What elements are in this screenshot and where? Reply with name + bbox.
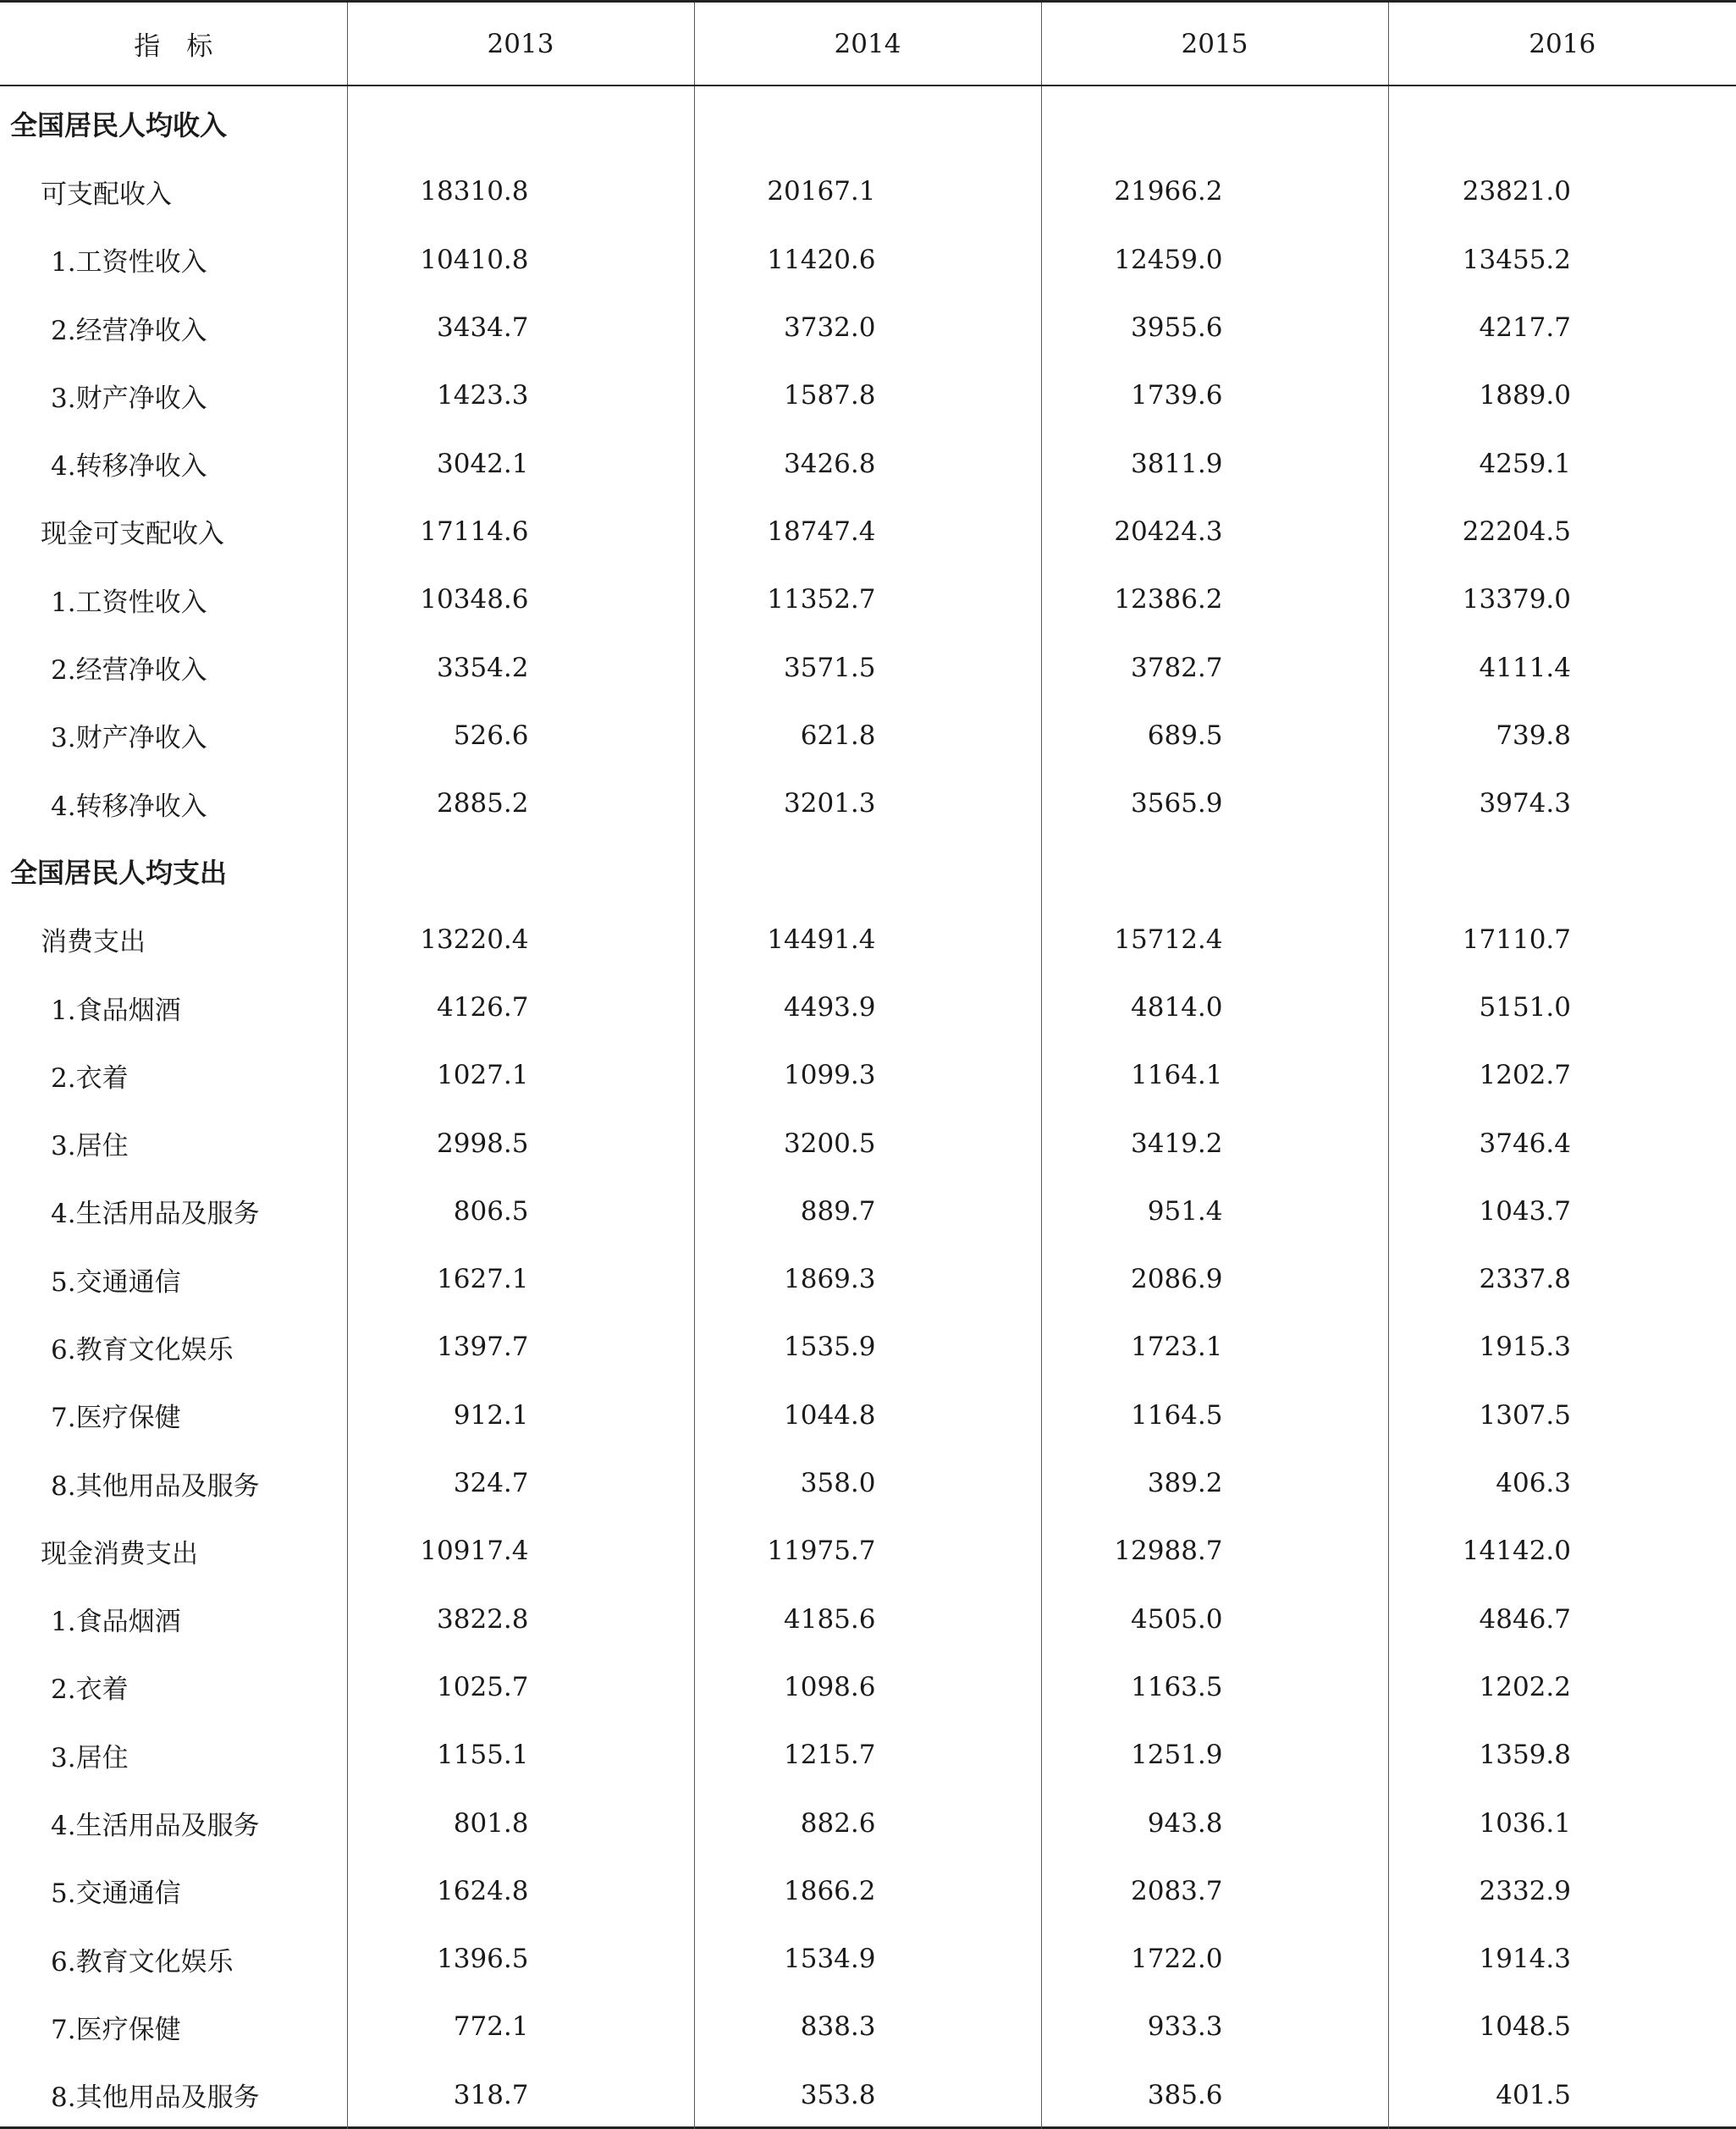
value-cell (1388, 85, 1736, 157)
value-cell: 1164.5 (1041, 1382, 1388, 1449)
value-cell: 1251.9 (1041, 1721, 1388, 1789)
value-cell: 1624.8 (347, 1857, 694, 1925)
value-cell (694, 837, 1041, 905)
value-cell: 933.3 (1041, 1993, 1388, 2060)
value-cell: 1048.5 (1479, 2011, 1571, 2043)
value-cell: 1163.5 (1041, 1653, 1388, 1721)
year-header: 2015 (1041, 3, 1388, 85)
value-cell: 1587.8 (694, 361, 1041, 429)
value-cell: 1397.7 (347, 1313, 694, 1381)
value-cell: 17110.7 (1462, 924, 1571, 955)
value-cell: 12988.7 (1041, 1517, 1388, 1585)
table-row (0, 769, 1736, 837)
value-cell: 1722.0 (1041, 1925, 1388, 1993)
table-row (0, 1925, 1736, 1993)
value-cell: 10917.4 (347, 1517, 694, 1585)
value-cell: 3434.7 (347, 294, 694, 361)
table-row (0, 1586, 1736, 1653)
value-cell: 12459.0 (1041, 226, 1388, 294)
table-row (0, 1041, 1736, 1109)
value-cell: 3565.9 (1041, 769, 1388, 837)
row-label: 4.转移净收入 (0, 769, 347, 837)
value-cell: 1869.3 (694, 1245, 1041, 1313)
value-cell: 3732.0 (694, 294, 1041, 361)
value-cell: 10410.8 (347, 226, 694, 294)
table-header-row (0, 3, 1736, 85)
value-cell: 3042.1 (347, 429, 694, 497)
value-cell: 2086.9 (1041, 1245, 1388, 1313)
row-label: 4.生活用品及服务 (0, 1789, 347, 1856)
value-cell: 1025.7 (347, 1653, 694, 1721)
row-label: 现金可支配收入 (0, 498, 347, 565)
table-row (0, 361, 1736, 429)
value-cell: 1396.5 (347, 1925, 694, 1993)
table-row (0, 1721, 1736, 1789)
value-cell: 20167.1 (694, 157, 1041, 225)
value-cell: 801.8 (347, 1789, 694, 1856)
row-label: 5.交通通信 (0, 1857, 347, 1925)
row-label: 3.居住 (0, 1109, 347, 1177)
value-cell: 13455.2 (1462, 244, 1571, 275)
year-header: 2016 (1388, 3, 1736, 85)
table-row (0, 1382, 1736, 1449)
value-cell: 17114.6 (347, 498, 694, 565)
value-cell: 1627.1 (347, 1245, 694, 1313)
row-label: 1.工资性收入 (0, 565, 347, 633)
value-cell: 1043.7 (1479, 1195, 1571, 1227)
value-cell: 3782.7 (1041, 633, 1388, 701)
value-cell: 1889.0 (1479, 380, 1571, 411)
value-cell: 1036.1 (1479, 1807, 1571, 1839)
table-row (0, 1313, 1736, 1381)
value-cell: 11420.6 (694, 226, 1041, 294)
row-label: 消费支出 (0, 906, 347, 973)
row-label: 7.医疗保健 (0, 1993, 347, 2060)
value-cell: 3201.3 (694, 769, 1041, 837)
table-row (0, 1109, 1736, 1177)
value-cell: 1099.3 (694, 1041, 1041, 1109)
section-label: 全国居民人均支出 (0, 837, 347, 905)
year-header: 2014 (694, 3, 1041, 85)
value-cell: 2332.9 (1479, 1875, 1571, 1906)
value-cell: 526.6 (347, 702, 694, 769)
row-label: 2.衣着 (0, 1041, 347, 1109)
value-cell: 3571.5 (694, 633, 1041, 701)
value-cell: 1307.5 (1479, 1399, 1571, 1431)
row-label: 8.其他用品及服务 (0, 2061, 347, 2129)
value-cell: 1202.7 (1479, 1060, 1571, 1091)
value-cell: 11975.7 (694, 1517, 1041, 1585)
value-cell (1041, 837, 1388, 905)
value-cell: 18747.4 (694, 498, 1041, 565)
value-cell: 4493.9 (694, 973, 1041, 1041)
table-row (0, 1789, 1736, 1856)
value-cell: 1866.2 (694, 1857, 1041, 1925)
indicator-header: 指 标 (0, 3, 347, 85)
value-cell: 14142.0 (1462, 1536, 1571, 1567)
value-cell: 1535.9 (694, 1313, 1041, 1381)
table-row (0, 498, 1736, 565)
table-row (0, 1857, 1736, 1925)
value-cell (1388, 837, 1736, 905)
value-cell: 739.8 (1496, 720, 1571, 751)
row-label: 1.工资性收入 (0, 226, 347, 294)
value-cell: 772.1 (347, 1993, 694, 2060)
value-cell: 3354.2 (347, 633, 694, 701)
value-cell: 912.1 (347, 1382, 694, 1449)
table-row (0, 1517, 1736, 1585)
value-cell: 13220.4 (347, 906, 694, 973)
value-cell: 15712.4 (1041, 906, 1388, 973)
row-label: 2.经营净收入 (0, 294, 347, 361)
value-cell: 1098.6 (694, 1653, 1041, 1721)
value-cell: 1423.3 (347, 361, 694, 429)
value-cell: 353.8 (694, 2061, 1041, 2129)
value-cell: 2998.5 (347, 1109, 694, 1177)
value-cell: 1534.9 (694, 1925, 1041, 1993)
row-label: 3.财产净收入 (0, 361, 347, 429)
value-cell: 806.5 (347, 1178, 694, 1245)
value-cell: 1915.3 (1479, 1332, 1571, 1363)
value-cell: 4814.0 (1041, 973, 1388, 1041)
value-cell: 1215.7 (694, 1721, 1041, 1789)
value-cell: 318.7 (347, 2061, 694, 2129)
value-cell: 358.0 (694, 1449, 1041, 1517)
table-body (0, 85, 1736, 2129)
value-cell: 4846.7 (1479, 1603, 1571, 1635)
table-row (0, 1653, 1736, 1721)
value-cell: 3419.2 (1041, 1109, 1388, 1177)
table-row (0, 1449, 1736, 1517)
row-label: 4.转移净收入 (0, 429, 347, 497)
value-cell: 1723.1 (1041, 1313, 1388, 1381)
table-row (0, 906, 1736, 973)
value-cell: 3974.3 (1479, 788, 1571, 819)
value-cell: 3955.6 (1041, 294, 1388, 361)
row-label: 6.教育文化娱乐 (0, 1313, 347, 1381)
value-cell: 4505.0 (1041, 1586, 1388, 1653)
section-header-row (0, 837, 1736, 905)
value-cell: 401.5 (1496, 2079, 1571, 2110)
row-label: 4.生活用品及服务 (0, 1178, 347, 1245)
table-row (0, 702, 1736, 769)
row-label: 3.居住 (0, 1721, 347, 1789)
value-cell: 10348.6 (347, 565, 694, 633)
value-cell: 3811.9 (1041, 429, 1388, 497)
value-cell: 3426.8 (694, 429, 1041, 497)
table-row (0, 633, 1736, 701)
value-cell: 20424.3 (1041, 498, 1388, 565)
value-cell: 4111.4 (1479, 652, 1571, 683)
value-cell: 943.8 (1041, 1789, 1388, 1856)
value-cell: 1739.6 (1041, 361, 1388, 429)
value-cell (347, 837, 694, 905)
row-label: 可支配收入 (0, 157, 347, 225)
value-cell: 1164.1 (1041, 1041, 1388, 1109)
value-cell: 5151.0 (1479, 992, 1571, 1023)
table-row (0, 1993, 1736, 2060)
table-row (0, 973, 1736, 1041)
value-cell: 389.2 (1041, 1449, 1388, 1517)
value-cell: 3200.5 (694, 1109, 1041, 1177)
income-expenditure-table (0, 3, 1736, 2129)
value-cell: 4217.7 (1479, 312, 1571, 344)
section-label: 全国居民人均收入 (0, 85, 347, 157)
value-cell (1041, 85, 1388, 157)
value-cell: 4126.7 (347, 973, 694, 1041)
value-cell: 3746.4 (1479, 1128, 1571, 1159)
value-cell: 1027.1 (347, 1041, 694, 1109)
value-cell: 23821.0 (1462, 176, 1571, 207)
value-cell: 838.3 (694, 1993, 1041, 2060)
year-header: 2013 (347, 3, 694, 85)
value-cell: 689.5 (1041, 702, 1388, 769)
table-row (0, 565, 1736, 633)
value-cell: 882.6 (694, 1789, 1041, 1856)
value-cell: 4259.1 (1479, 448, 1571, 479)
value-cell: 3822.8 (347, 1586, 694, 1653)
row-label: 8.其他用品及服务 (0, 1449, 347, 1517)
row-label: 2.经营净收入 (0, 633, 347, 701)
value-cell: 1155.1 (347, 1721, 694, 1789)
table-row (0, 1245, 1736, 1313)
value-cell: 12386.2 (1041, 565, 1388, 633)
value-cell: 18310.8 (347, 157, 694, 225)
row-label: 7.医疗保健 (0, 1382, 347, 1449)
value-cell: 1202.2 (1479, 1671, 1571, 1702)
value-cell: 11352.7 (694, 565, 1041, 633)
value-cell (347, 85, 694, 157)
value-cell: 324.7 (347, 1449, 694, 1517)
table-row (0, 2061, 1736, 2129)
row-label: 现金消费支出 (0, 1517, 347, 1585)
value-cell: 406.3 (1496, 1468, 1571, 1499)
value-cell: 4185.6 (694, 1586, 1041, 1653)
row-label: 6.教育文化娱乐 (0, 1925, 347, 1993)
value-cell: 13379.0 (1462, 584, 1571, 615)
value-cell: 2083.7 (1041, 1857, 1388, 1925)
row-label: 1.食品烟酒 (0, 1586, 347, 1653)
value-cell: 385.6 (1041, 2061, 1388, 2129)
value-cell: 889.7 (694, 1178, 1041, 1245)
value-cell: 14491.4 (694, 906, 1041, 973)
value-cell: 1044.8 (694, 1382, 1041, 1449)
row-label: 1.食品烟酒 (0, 973, 347, 1041)
row-label: 3.财产净收入 (0, 702, 347, 769)
value-cell: 1914.3 (1479, 1944, 1571, 1975)
row-label: 5.交通通信 (0, 1245, 347, 1313)
section-header-row (0, 85, 1736, 157)
value-cell: 1359.8 (1479, 1740, 1571, 1771)
value-cell: 621.8 (694, 702, 1041, 769)
table-row (0, 226, 1736, 294)
table-row (0, 1178, 1736, 1245)
value-cell: 951.4 (1041, 1178, 1388, 1245)
value-cell: 2337.8 (1479, 1264, 1571, 1295)
value-cell (694, 85, 1041, 157)
row-label: 2.衣着 (0, 1653, 347, 1721)
table-row (0, 294, 1736, 361)
value-cell: 22204.5 (1462, 516, 1571, 547)
table-row (0, 157, 1736, 225)
value-cell: 21966.2 (1041, 157, 1388, 225)
value-cell: 2885.2 (347, 769, 694, 837)
table-row (0, 429, 1736, 497)
